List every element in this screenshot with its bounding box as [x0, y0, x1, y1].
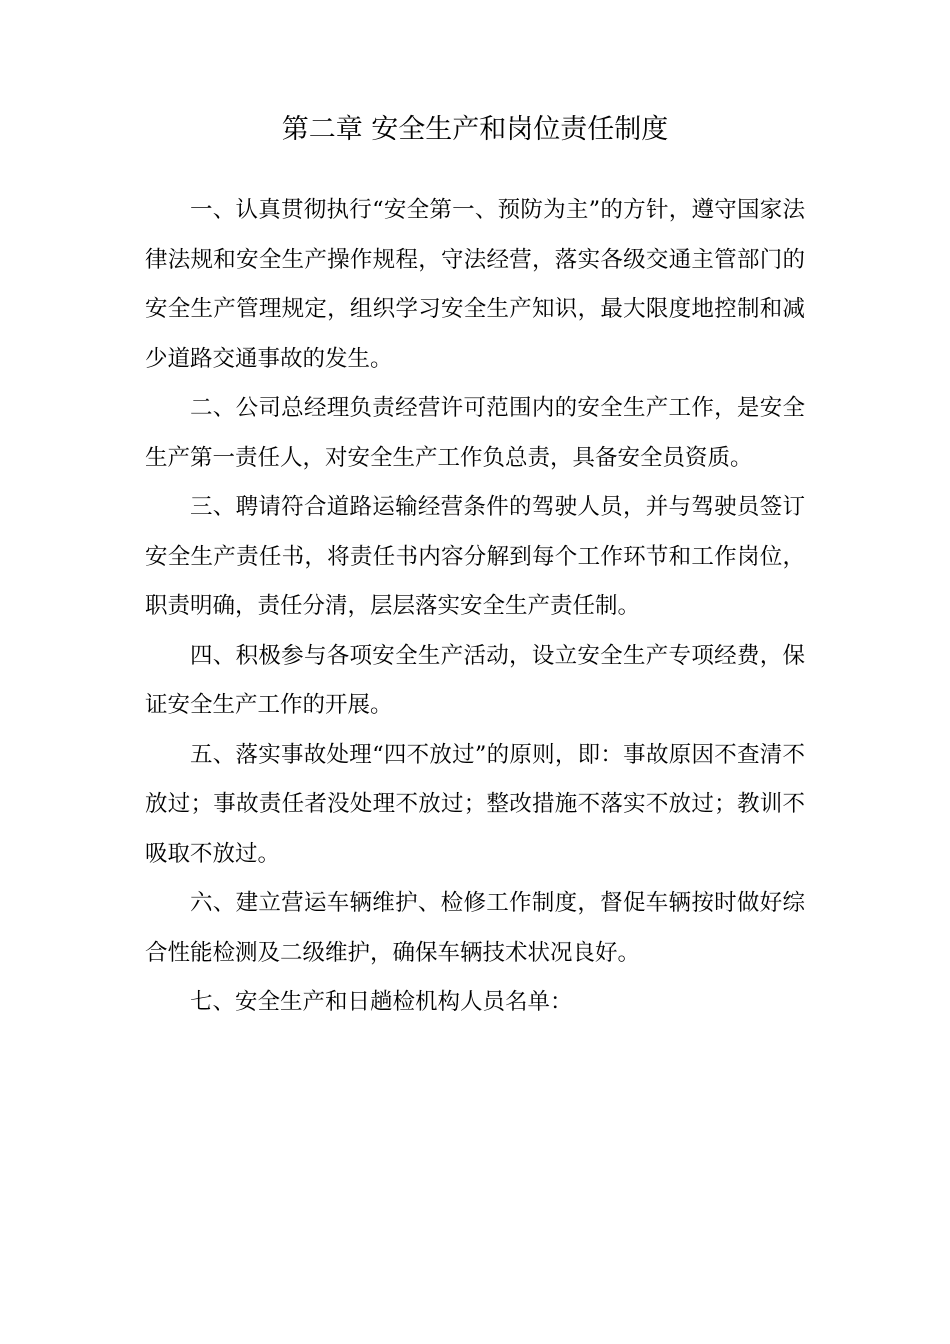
document-body: [145, 186, 805, 1028]
paragraph-3: 三、聘请符合道路运输经营条件的驾驶人员，并与驾驶员签订安全生产责任书，将责任书内容分解到每个工作环节和工作岗位，职责明确，责任分清，层层落实安全生产责任制。: [145, 494, 805, 619]
paragraph-1: 一、认真贯彻执行“安全第一、预防为主”的方针，遵守国家法律法规和安全生产操作规程，守法经营，落实各级交通主管部门的安全生产管理规定，组织学习安全生产知识，最大限度地控制和减少道路交通事故的发生。: [145, 197, 805, 372]
paragraph-6: 六、建立营运车辆维护、检修工作制度，督促车辆按时做好综合性能检测及二级维护，确保车辆技术状况良好。: [145, 890, 805, 966]
paragraph-5: 五、落实事故处理“四不放过”的原则，即：事故原因不查清不放过；事故责任者没处理不放过；整改措施不落实不放过；教训不吸取不放过。: [145, 741, 805, 867]
paragraph-2: 二、公司总经理负责经营许可范围内的安全生产工作，是安全生产第一责任人，对安全生产工作负总责，具备安全员资质。: [145, 395, 805, 471]
paragraph-4: 四、积极参与各项安全生产活动，设立安全生产专项经费，保证安全生产工作的开展。: [145, 642, 805, 718]
paragraph-7: 七、安全生产和日趟检机构人员名单：: [190, 989, 573, 1015]
page-title: 第二章 安全生产和岗位责任制度: [281, 114, 669, 145]
